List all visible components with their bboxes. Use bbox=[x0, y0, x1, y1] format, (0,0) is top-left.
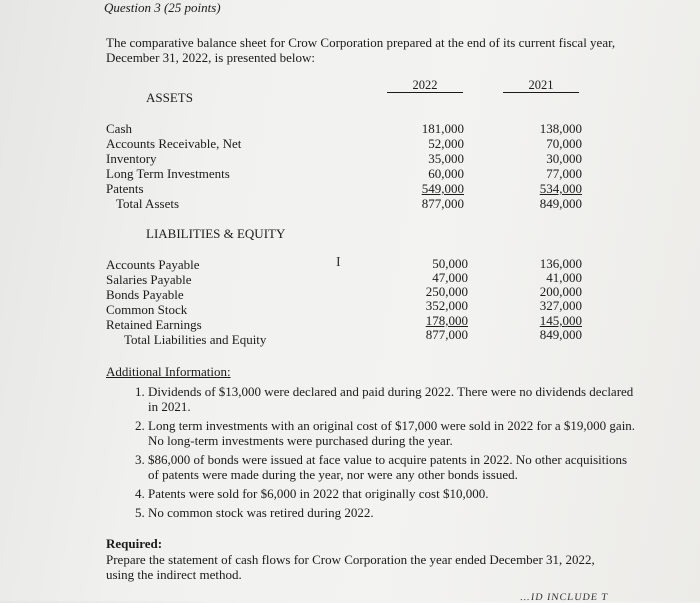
year-underline-2021 bbox=[503, 92, 579, 93]
value-2022: 352,000 bbox=[425, 298, 468, 313]
intro-paragraph: The comparative balance sheet for Crow Corporation prepared at the end of its current fiscal year, December 31, 2022, is presented below: bbox=[106, 35, 616, 65]
value-2021: 136,000 bbox=[539, 256, 582, 271]
value-2021: 41,000 bbox=[546, 270, 582, 285]
value-2021: 327,000 bbox=[539, 298, 582, 313]
value-2021: 30,000 bbox=[546, 151, 582, 166]
year-header-2021: 2021 bbox=[528, 78, 554, 92]
list-item: 5. No common stock was retired during 2022. bbox=[148, 505, 638, 520]
list-item: 3. $86,000 of bonds were issued at face value to acquire patents in 2022. No other acquisitions of patents were made during the year, nor were any other bonds issued. bbox=[148, 452, 638, 482]
total-liabilities-2022: 877,000 bbox=[425, 327, 468, 342]
cut-off-text: …ID INCLUDE T bbox=[519, 592, 610, 603]
row-label: Accounts Receivable, Net bbox=[106, 136, 242, 151]
year-header-2022: 2022 bbox=[412, 78, 438, 92]
row-label: Cash bbox=[106, 121, 132, 136]
value-2022: 35,000 bbox=[428, 151, 464, 166]
list-item: 1. Dividends of $13,000 were declared and paid during 2022. There were no dividends declared in 2021. bbox=[148, 384, 638, 414]
value-2022: 47,000 bbox=[432, 270, 468, 285]
text-cursor-icon: I bbox=[336, 255, 341, 270]
value-2022: 52,000 bbox=[428, 136, 464, 151]
assets-heading: ASSETS bbox=[146, 90, 193, 105]
year-underline-2022 bbox=[387, 92, 463, 93]
additional-info-heading: Additional Information: bbox=[106, 364, 231, 379]
row-label: Long Term Investments bbox=[106, 166, 230, 181]
value-2022: 181,000 bbox=[421, 121, 464, 136]
row-label: Inventory bbox=[106, 151, 157, 166]
value-2021: 70,000 bbox=[546, 136, 582, 151]
row-label: Common Stock bbox=[106, 302, 188, 317]
row-label: Salaries Payable bbox=[106, 272, 192, 287]
total-assets-2021: 849,000 bbox=[539, 196, 582, 211]
total-assets-label: Total Assets bbox=[116, 196, 180, 211]
value-2022: 549,000 bbox=[421, 181, 464, 196]
value-2022: 60,000 bbox=[428, 166, 464, 181]
liabilities-heading: LIABILITIES & EQUITY bbox=[146, 226, 286, 241]
value-2022: 178,000 bbox=[425, 313, 468, 328]
list-item: 4. Patents were sold for $6,000 in 2022 that originally cost $10,000. bbox=[148, 486, 638, 501]
value-2021: 138,000 bbox=[539, 121, 582, 136]
value-2021: 145,000 bbox=[539, 313, 582, 328]
total-liabilities-label: Total Liabilities and Equity bbox=[124, 332, 267, 347]
required-text: Prepare the statement of cash flows for Crow Corporation the year ended December 31, 2022, using the indirect method. bbox=[106, 552, 595, 582]
row-label: Bonds Payable bbox=[106, 287, 184, 302]
question-title: Question 3 (25 points) bbox=[104, 0, 221, 15]
value-2021: 200,000 bbox=[539, 284, 582, 299]
value-2021: 77,000 bbox=[546, 166, 582, 181]
list-item: 2. Long term investments with an original cost of $17,000 were sold in 2022 for a $19,000 gain. No long-term investments were purchased during the year. bbox=[148, 418, 638, 448]
row-label: Patents bbox=[106, 181, 144, 196]
value-2022: 250,000 bbox=[425, 284, 468, 299]
total-liabilities-2021: 849,000 bbox=[539, 327, 582, 342]
total-assets-2022: 877,000 bbox=[421, 196, 464, 211]
value-2022: 50,000 bbox=[432, 256, 468, 271]
required-heading: Required: bbox=[106, 536, 163, 551]
additional-info-list bbox=[126, 384, 638, 524]
row-label: Accounts Payable bbox=[106, 257, 200, 272]
row-label: Retained Earnings bbox=[106, 317, 202, 332]
value-2021: 534,000 bbox=[539, 181, 582, 196]
